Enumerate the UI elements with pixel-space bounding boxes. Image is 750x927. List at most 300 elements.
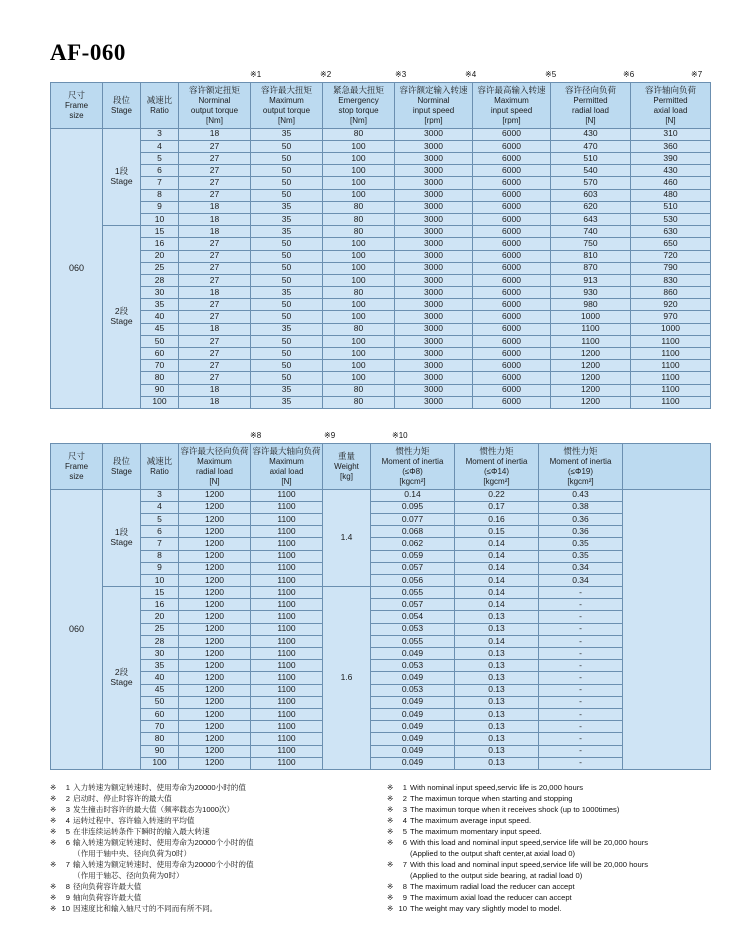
th-frame-size xyxy=(51,83,103,129)
nominal-input-speed-cell: 3000 xyxy=(395,128,473,140)
th2-spare xyxy=(623,443,711,489)
table-row xyxy=(51,201,711,213)
th2-i14-en: Moment of inertia xyxy=(465,456,528,466)
nominal-output-torque-cell: 27 xyxy=(179,153,251,165)
maximum-axial-load-cell: 1100 xyxy=(251,672,323,684)
table-row xyxy=(51,745,711,757)
maximum-axial-load-cell: 1100 xyxy=(251,684,323,696)
ratio-cell: 16 xyxy=(141,599,179,611)
table-row xyxy=(51,213,711,225)
table-row xyxy=(51,672,711,684)
emergency-stop-torque-cell: 100 xyxy=(323,311,395,323)
footnote-item: ※ 2 启动时、停止时容许的最大值 xyxy=(50,793,172,803)
th2-mal-en: Maximum xyxy=(269,456,304,466)
nominal-input-speed-cell: 3000 xyxy=(395,323,473,335)
inertia-8-cell: 0.053 xyxy=(371,684,455,696)
emergency-stop-torque-cell: 100 xyxy=(323,348,395,360)
permitted-radial-load-cell: 540 xyxy=(551,165,631,177)
table-row xyxy=(51,372,711,384)
th-mot-en2: output torque xyxy=(262,105,311,115)
nominal-output-torque-cell: 27 xyxy=(179,140,251,152)
th-nis-en: Norminal xyxy=(417,95,450,105)
maximum-input-speed-cell: 6000 xyxy=(473,165,551,177)
maximum-radial-load-cell: 1200 xyxy=(179,526,251,538)
maximum-axial-load-cell: 1100 xyxy=(251,733,323,745)
table-row xyxy=(51,611,711,623)
table2-mark-row xyxy=(50,431,710,443)
maximum-input-speed-cell: 6000 xyxy=(473,360,551,372)
th2-inertia-8 xyxy=(371,443,455,489)
inertia-8-cell: 0.049 xyxy=(371,708,455,720)
th2-i8-cn: 惯性力矩 xyxy=(395,445,430,456)
inertia-8-cell: 0.056 xyxy=(371,574,455,586)
ratio-cell: 45 xyxy=(141,323,179,335)
th-nominal-input-speed xyxy=(395,83,473,129)
nominal-output-torque-cell: 27 xyxy=(179,165,251,177)
inertia-19-cell: 0.35 xyxy=(539,550,623,562)
inertia-8-cell: 0.095 xyxy=(371,501,455,513)
th-permitted-radial-load xyxy=(551,83,631,129)
footnote-item: ※ 3 The maximun torque when it receives shock (up to 1000times) xyxy=(387,804,620,814)
th2-ratio-cn: 减速比 xyxy=(146,455,173,466)
table-row xyxy=(51,623,711,635)
maximum-output-torque-cell: 35 xyxy=(251,287,323,299)
th2-i19-en2: (≤Φ19) xyxy=(568,466,593,476)
permitted-radial-load-cell: 620 xyxy=(551,201,631,213)
nominal-output-torque-cell: 18 xyxy=(179,226,251,238)
inertia-8-cell: 0.057 xyxy=(371,562,455,574)
th2-mal-cn: 容许最大轴向负荷 xyxy=(252,445,321,456)
permitted-radial-load-cell: 740 xyxy=(551,226,631,238)
permitted-radial-load-cell: 1200 xyxy=(551,396,631,408)
maximum-radial-load-cell: 1200 xyxy=(179,574,251,586)
inertia-19-cell: - xyxy=(539,733,623,745)
ratio-cell: 3 xyxy=(141,128,179,140)
nominal-input-speed-cell: 3000 xyxy=(395,140,473,152)
footnote-sub: （作用于轴芯、径向负荷为0时） xyxy=(73,870,184,880)
permitted-radial-load-cell: 913 xyxy=(551,274,631,286)
nominal-output-torque-cell: 27 xyxy=(179,299,251,311)
ratio-cell: 28 xyxy=(141,635,179,647)
maximum-radial-load-cell: 1200 xyxy=(179,733,251,745)
th-ratio xyxy=(141,83,179,129)
permitted-radial-load-cell: 1100 xyxy=(551,335,631,347)
th2-mrl-en2: radial load xyxy=(196,466,233,476)
inertia-14-cell: 0.16 xyxy=(455,513,539,525)
maximum-output-torque-cell: 50 xyxy=(251,299,323,311)
th2-i14-en2: (≤Φ14) xyxy=(484,466,509,476)
maximum-input-speed-cell: 6000 xyxy=(473,372,551,384)
maximum-radial-load-cell: 1200 xyxy=(179,623,251,635)
maximum-input-speed-cell: 6000 xyxy=(473,201,551,213)
inertia-14-cell: 0.13 xyxy=(455,648,539,660)
footnote-item: ※ 5 The maximum momentary input speed. xyxy=(387,826,542,836)
footnote-item: ※ 4 运转过程中、容许输入转速的平均值 xyxy=(50,815,195,825)
permitted-radial-load-cell: 1200 xyxy=(551,384,631,396)
footnote-item: ※ 7 输入转速为额定转速时、使用寿命为20000个小时的值 xyxy=(50,859,254,869)
maximum-axial-load-cell: 1100 xyxy=(251,513,323,525)
ratio-cell: 50 xyxy=(141,696,179,708)
th-nis-cn: 容许额定输入转速 xyxy=(399,85,468,95)
emergency-stop-torque-cell: 100 xyxy=(323,177,395,189)
ratio-cell: 80 xyxy=(141,372,179,384)
table-row xyxy=(51,226,711,238)
th2-fs-en: Frame xyxy=(64,461,89,471)
inertia-8-cell: 0.049 xyxy=(371,757,455,769)
table-row xyxy=(51,733,711,745)
th-ratio-cn: 减速比 xyxy=(146,95,173,105)
maximum-radial-load-cell: 1200 xyxy=(179,708,251,720)
inertia-14-cell: 0.14 xyxy=(455,587,539,599)
footnote-item: ※ 2 The maximun torque when starting and stopping xyxy=(387,793,573,803)
table-row xyxy=(51,684,711,696)
th2-w-en: Weight xyxy=(334,461,359,471)
emergency-stop-torque-cell: 80 xyxy=(323,201,395,213)
th-maximum-input-speed xyxy=(473,83,551,129)
table-row xyxy=(51,757,711,769)
stage-1-cell: 1段 Stage xyxy=(103,489,141,587)
ratio-cell: 80 xyxy=(141,733,179,745)
permitted-axial-load-cell: 1000 xyxy=(631,323,711,335)
table-row xyxy=(51,721,711,733)
ratio-cell: 90 xyxy=(141,745,179,757)
maximum-radial-load-cell: 1200 xyxy=(179,599,251,611)
footnote-item: ※ 10 The weight may vary slightly model to model. xyxy=(387,903,562,913)
th2-i14-unit: [kgcm²] xyxy=(483,476,510,486)
th-not-cn: 容许额定扭矩 xyxy=(188,85,240,95)
maximum-input-speed-cell: 6000 xyxy=(473,348,551,360)
maximum-input-speed-cell: 6000 xyxy=(473,128,551,140)
inertia-14-cell: 0.14 xyxy=(455,635,539,647)
inertia-19-cell: - xyxy=(539,696,623,708)
th-frame-size-cn: 尺寸 xyxy=(67,90,85,100)
th-emergency-stop-torque xyxy=(323,83,395,129)
maximum-input-speed-cell: 6000 xyxy=(473,287,551,299)
maximum-output-torque-cell: 50 xyxy=(251,348,323,360)
ratio-cell: 5 xyxy=(141,513,179,525)
th2-stage xyxy=(103,443,141,489)
inertia-19-cell: 0.43 xyxy=(539,489,623,501)
inertia-8-cell: 0.14 xyxy=(371,489,455,501)
footnotes-chinese xyxy=(50,782,373,914)
maximum-output-torque-cell: 35 xyxy=(251,384,323,396)
th2-mal-unit: [N] xyxy=(281,476,292,486)
page-title: AF-060 xyxy=(50,40,126,65)
table-row xyxy=(51,323,711,335)
emergency-stop-torque-cell: 80 xyxy=(323,226,395,238)
maximum-input-speed-cell: 6000 xyxy=(473,238,551,250)
th2-mrl-en: Maximum xyxy=(197,456,232,466)
ratio-cell: 4 xyxy=(141,501,179,513)
permitted-radial-load-cell: 1100 xyxy=(551,323,631,335)
maximum-input-speed-cell: 6000 xyxy=(473,153,551,165)
ratio-cell: 5 xyxy=(141,153,179,165)
footnote-item: ※ 3 发生撞击时容许的最大值（频率载态为1000次） xyxy=(50,804,235,814)
maximum-output-torque-cell: 50 xyxy=(251,238,323,250)
emergency-stop-torque-cell: 100 xyxy=(323,189,395,201)
table-row xyxy=(51,311,711,323)
datasheet-page xyxy=(50,40,710,914)
inertia-8-cell: 0.055 xyxy=(371,587,455,599)
permitted-axial-load-cell: 830 xyxy=(631,274,711,286)
nominal-output-torque-cell: 27 xyxy=(179,274,251,286)
ratio-cell: 50 xyxy=(141,335,179,347)
th-prl-en: Permitted xyxy=(573,95,608,105)
maximum-radial-load-cell: 1200 xyxy=(179,611,251,623)
permitted-axial-load-cell: 920 xyxy=(631,299,711,311)
nominal-output-torque-cell: 18 xyxy=(179,287,251,299)
th2-stage-en: Stage xyxy=(111,466,132,476)
table-row xyxy=(51,189,711,201)
inertia-8-cell: 0.049 xyxy=(371,745,455,757)
nominal-output-torque-cell: 27 xyxy=(179,238,251,250)
stage-2-cell: 2段 Stage xyxy=(103,226,141,409)
table1-mark-row xyxy=(50,70,710,82)
inertia-19-cell: - xyxy=(539,635,623,647)
nominal-input-speed-cell: 3000 xyxy=(395,262,473,274)
footnote-item: ※ 5 在非连续运转条件下瞬时的输入最大转速 xyxy=(50,826,210,836)
mark-3: ※3 xyxy=(395,70,407,79)
table-row xyxy=(51,262,711,274)
inertia-14-cell: 0.13 xyxy=(455,733,539,745)
inertia-19-cell: - xyxy=(539,660,623,672)
inertia-19-cell: - xyxy=(539,721,623,733)
th-maximum-output-torque xyxy=(251,83,323,129)
maximum-axial-load-cell: 1100 xyxy=(251,696,323,708)
inertia-19-cell: 0.35 xyxy=(539,538,623,550)
maximum-output-torque-cell: 50 xyxy=(251,165,323,177)
maximum-axial-load-cell: 1100 xyxy=(251,526,323,538)
th-est-unit: [Nm] xyxy=(350,115,367,125)
th2-inertia-19 xyxy=(539,443,623,489)
footnote-sub: (Applied to the output side bearing, at radial load 0) xyxy=(410,870,583,880)
inertia-8-cell: 0.049 xyxy=(371,648,455,660)
maximum-input-speed-cell: 6000 xyxy=(473,213,551,225)
maximum-axial-load-cell: 1100 xyxy=(251,648,323,660)
mark-2: ※2 xyxy=(320,70,332,79)
maximum-axial-load-cell: 1100 xyxy=(251,550,323,562)
inertia-14-cell: 0.14 xyxy=(455,550,539,562)
nominal-output-torque-cell: 18 xyxy=(179,201,251,213)
emergency-stop-torque-cell: 100 xyxy=(323,250,395,262)
nominal-output-torque-cell: 18 xyxy=(179,323,251,335)
maximum-output-torque-cell: 35 xyxy=(251,128,323,140)
th-est-en2: stop torque xyxy=(338,105,379,115)
inertia-19-cell: 0.36 xyxy=(539,513,623,525)
th-not-en: Norminal xyxy=(198,95,231,105)
ratio-cell: 90 xyxy=(141,384,179,396)
th-stage-cn: 段位 xyxy=(112,95,130,105)
nominal-output-torque-cell: 27 xyxy=(179,250,251,262)
th-est-cn: 紧急最大扭矩 xyxy=(332,85,384,95)
permitted-axial-load-cell: 970 xyxy=(631,311,711,323)
table-row xyxy=(51,489,711,501)
maximum-axial-load-cell: 1100 xyxy=(251,587,323,599)
weight-cell: 1.4 xyxy=(323,489,371,587)
ratio-cell: 25 xyxy=(141,623,179,635)
maximum-output-torque-cell: 50 xyxy=(251,274,323,286)
emergency-stop-torque-cell: 100 xyxy=(323,165,395,177)
ratio-cell: 30 xyxy=(141,648,179,660)
table-row xyxy=(51,526,711,538)
table-row xyxy=(51,660,711,672)
nominal-output-torque-cell: 27 xyxy=(179,360,251,372)
permitted-radial-load-cell: 870 xyxy=(551,262,631,274)
nominal-input-speed-cell: 3000 xyxy=(395,287,473,299)
emergency-stop-torque-cell: 100 xyxy=(323,335,395,347)
nominal-input-speed-cell: 3000 xyxy=(395,335,473,347)
table-row xyxy=(51,299,711,311)
nominal-input-speed-cell: 3000 xyxy=(395,226,473,238)
maximum-output-torque-cell: 35 xyxy=(251,323,323,335)
maximum-radial-load-cell: 1200 xyxy=(179,562,251,574)
th2-mal-en2: axial load xyxy=(269,466,304,476)
th2-mrl-unit: [N] xyxy=(209,476,220,486)
footnote-item: ※ 4 The maximum average input speed. xyxy=(387,815,532,825)
table-row xyxy=(51,501,711,513)
inertia-14-cell: 0.14 xyxy=(455,574,539,586)
th-pal-cn: 容许轴向负荷 xyxy=(644,85,696,95)
ratio-cell: 45 xyxy=(141,684,179,696)
nominal-input-speed-cell: 3000 xyxy=(395,238,473,250)
inertia-14-cell: 0.13 xyxy=(455,623,539,635)
nominal-output-torque-cell: 18 xyxy=(179,384,251,396)
table-row xyxy=(51,274,711,286)
emergency-stop-torque-cell: 80 xyxy=(323,396,395,408)
maximum-output-torque-cell: 50 xyxy=(251,335,323,347)
maximum-output-torque-cell: 35 xyxy=(251,396,323,408)
th-mot-cn: 容许最大扭矩 xyxy=(260,85,312,95)
th-prl-unit: [N] xyxy=(585,115,596,125)
inertia-19-cell: 0.36 xyxy=(539,526,623,538)
maximum-input-speed-cell: 6000 xyxy=(473,396,551,408)
th2-i8-en: Moment of inertia xyxy=(381,456,444,466)
nominal-input-speed-cell: 3000 xyxy=(395,299,473,311)
frame-size-cell: 060 xyxy=(51,489,103,769)
table-row xyxy=(51,635,711,647)
emergency-stop-torque-cell: 100 xyxy=(323,238,395,250)
maximum-axial-load-cell: 1100 xyxy=(251,745,323,757)
ratio-cell: 8 xyxy=(141,189,179,201)
th-frame-size-en2: size xyxy=(69,110,84,120)
permitted-axial-load-cell: 1100 xyxy=(631,384,711,396)
inertia-19-cell: - xyxy=(539,587,623,599)
maximum-input-speed-cell: 6000 xyxy=(473,189,551,201)
table-row xyxy=(51,153,711,165)
maximum-radial-load-cell: 1200 xyxy=(179,501,251,513)
nominal-output-torque-cell: 18 xyxy=(179,128,251,140)
table-row xyxy=(51,250,711,262)
th2-inertia-14 xyxy=(455,443,539,489)
inertia-14-cell: 0.13 xyxy=(455,721,539,733)
permitted-axial-load-cell: 460 xyxy=(631,177,711,189)
maximum-output-torque-cell: 50 xyxy=(251,189,323,201)
th-mot-en: Maximum xyxy=(269,95,304,105)
table-row xyxy=(51,587,711,599)
ratio-cell: 20 xyxy=(141,611,179,623)
th-nominal-output-torque xyxy=(179,83,251,129)
ratio-cell: 15 xyxy=(141,587,179,599)
maximum-axial-load-cell: 1100 xyxy=(251,538,323,550)
ratio-cell: 40 xyxy=(141,672,179,684)
th-mis-cn: 容许最高输入转速 xyxy=(477,85,546,95)
mark-7: ※7 xyxy=(691,70,703,79)
table-row xyxy=(51,513,711,525)
footnote-sub: （作用于轴中央、径向负荷为0时） xyxy=(73,848,192,858)
table-row xyxy=(51,360,711,372)
stage-2-cell: 2段 Stage xyxy=(103,587,141,770)
maximum-radial-load-cell: 1200 xyxy=(179,587,251,599)
nominal-input-speed-cell: 3000 xyxy=(395,274,473,286)
table-row xyxy=(51,165,711,177)
maximum-input-speed-cell: 6000 xyxy=(473,323,551,335)
th2-mrl-cn: 容许最大径向负荷 xyxy=(180,445,249,456)
maximum-radial-load-cell: 1200 xyxy=(179,757,251,769)
maximum-axial-load-cell: 1100 xyxy=(251,611,323,623)
mark-4: ※4 xyxy=(465,70,477,79)
specification-table-2 xyxy=(50,443,711,770)
nominal-input-speed-cell: 3000 xyxy=(395,360,473,372)
table-gap xyxy=(50,409,710,431)
table-row xyxy=(51,128,711,140)
th2-i8-unit: [kgcm²] xyxy=(399,476,426,486)
emergency-stop-torque-cell: 100 xyxy=(323,360,395,372)
ratio-cell: 35 xyxy=(141,660,179,672)
footnote-item: ※ 6 输入转速为额定转速时、使用寿命为20000个小时的值 xyxy=(50,837,254,847)
th2-ratio-en: Ratio xyxy=(150,466,169,476)
inertia-19-cell: - xyxy=(539,623,623,635)
inertia-8-cell: 0.053 xyxy=(371,623,455,635)
nominal-output-torque-cell: 27 xyxy=(179,311,251,323)
permitted-radial-load-cell: 1200 xyxy=(551,360,631,372)
table2-header-row xyxy=(51,443,711,489)
footnote-item: ※ 1 入力转速为额定转速时、使用寿命为20000小时的值 xyxy=(50,782,246,792)
nominal-input-speed-cell: 3000 xyxy=(395,177,473,189)
emergency-stop-torque-cell: 80 xyxy=(323,128,395,140)
weight-cell: 1.6 xyxy=(323,587,371,770)
maximum-radial-load-cell: 1200 xyxy=(179,635,251,647)
maximum-input-speed-cell: 6000 xyxy=(473,299,551,311)
maximum-axial-load-cell: 1100 xyxy=(251,574,323,586)
mark-8: ※8 xyxy=(250,430,262,440)
maximum-axial-load-cell: 1100 xyxy=(251,757,323,769)
permitted-radial-load-cell: 603 xyxy=(551,189,631,201)
ratio-cell: 35 xyxy=(141,299,179,311)
spare-cell xyxy=(623,489,711,769)
emergency-stop-torque-cell: 100 xyxy=(323,299,395,311)
ratio-cell: 3 xyxy=(141,489,179,501)
th2-i14-cn: 惯性力矩 xyxy=(479,445,514,456)
ratio-cell: 10 xyxy=(141,213,179,225)
inertia-19-cell: 0.34 xyxy=(539,574,623,586)
th-nis-en2: input speed xyxy=(412,105,455,115)
permitted-axial-load-cell: 360 xyxy=(631,140,711,152)
table2-body xyxy=(51,489,711,769)
table-row xyxy=(51,348,711,360)
table-row xyxy=(51,538,711,550)
maximum-output-torque-cell: 50 xyxy=(251,177,323,189)
permitted-axial-load-cell: 720 xyxy=(631,250,711,262)
permitted-axial-load-cell: 530 xyxy=(631,213,711,225)
th2-fs-cn: 尺寸 xyxy=(67,450,85,461)
inertia-19-cell: - xyxy=(539,684,623,696)
footnote-item: ※ 10 因速度比和输入轴尺寸的不同而有所不同。 xyxy=(50,903,218,913)
maximum-input-speed-cell: 6000 xyxy=(473,140,551,152)
inertia-19-cell: - xyxy=(539,672,623,684)
maximum-radial-load-cell: 1200 xyxy=(179,513,251,525)
permitted-axial-load-cell: 630 xyxy=(631,226,711,238)
table-row xyxy=(51,396,711,408)
